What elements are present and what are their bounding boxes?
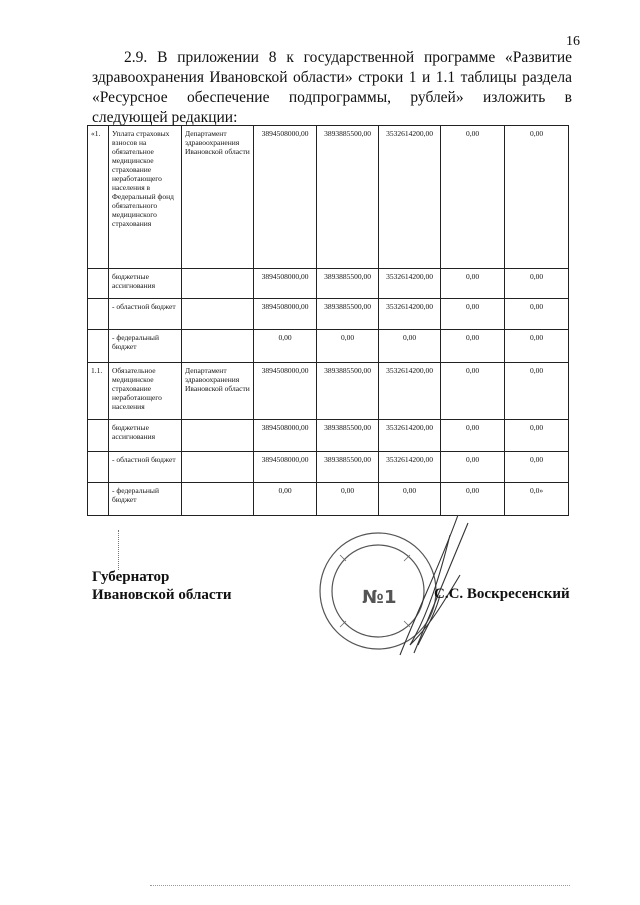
row-name: - федеральный бюджет xyxy=(109,483,182,516)
row-number: «1. xyxy=(88,126,109,269)
row-number xyxy=(88,299,109,330)
value-cell: 0,0» xyxy=(505,483,569,516)
margin-mark xyxy=(118,530,120,570)
value-cell: 3532614200,00 xyxy=(379,126,441,269)
table-row xyxy=(88,269,569,299)
footer-divider xyxy=(150,885,570,886)
value-cell: 0,00 xyxy=(441,363,505,420)
value-cell: 3894508000,00 xyxy=(254,363,317,420)
table-row xyxy=(88,126,569,269)
value-cell: 0,00 xyxy=(379,483,441,516)
value-cell: 3893885500,00 xyxy=(317,363,379,420)
row-executor xyxy=(182,483,254,516)
signatory-name: С.С. Воскресенский xyxy=(434,586,570,602)
table-row xyxy=(88,363,569,420)
intro-paragraph: 2.9. В приложении 8 к государственной программе «Развитие здравоохранения Ивановской области» строки 1 и 1.1 таблицы раздела «Ресурсное обеспечение подпрограммы, рублей» изложить в следующей редакции: xyxy=(92,49,572,126)
value-cell: 0,00 xyxy=(505,363,569,420)
row-name: бюджетные ассигнования xyxy=(109,420,182,452)
value-cell: 0,00 xyxy=(254,330,317,363)
row-number xyxy=(88,483,109,516)
value-cell: 0,00 xyxy=(441,483,505,516)
svg-text:1: 1 xyxy=(384,587,397,608)
signatory-title-line2: Ивановской области xyxy=(92,587,232,603)
value-cell: 3894508000,00 xyxy=(254,126,317,269)
resource-table xyxy=(87,125,569,516)
value-cell: 0,00 xyxy=(441,299,505,330)
row-executor xyxy=(182,299,254,330)
page-number: 16 xyxy=(566,34,580,49)
value-cell: 0,00 xyxy=(505,330,569,363)
value-cell: 0,00 xyxy=(254,483,317,516)
row-number xyxy=(88,452,109,483)
value-cell: 3893885500,00 xyxy=(317,420,379,452)
value-cell: 3894508000,00 xyxy=(254,299,317,330)
value-cell: 3532614200,00 xyxy=(379,420,441,452)
value-cell: 3894508000,00 xyxy=(254,452,317,483)
table-row xyxy=(88,420,569,452)
row-name: бюджетные ассигнования xyxy=(109,269,182,299)
value-cell: 0,00 xyxy=(441,126,505,269)
value-cell: 0,00 xyxy=(441,452,505,483)
value-cell: 0,00 xyxy=(505,299,569,330)
row-name: Обязательное медицинское страхование неработающего населения xyxy=(109,363,182,420)
value-cell: 0,00 xyxy=(505,452,569,483)
value-cell: 3893885500,00 xyxy=(317,126,379,269)
value-cell: 3893885500,00 xyxy=(317,452,379,483)
row-name: Уплата страховых взносов на обязательное медицинское страхование неработающего населения в Федеральный фонд обязательного медицинского страхования xyxy=(109,126,182,269)
value-cell: 0,00 xyxy=(317,483,379,516)
handwritten-signature-icon xyxy=(380,505,480,665)
value-cell: 3532614200,00 xyxy=(379,299,441,330)
row-executor xyxy=(182,330,254,363)
row-number xyxy=(88,330,109,363)
row-name: - федеральный бюджет xyxy=(109,330,182,363)
row-executor xyxy=(182,452,254,483)
signatory-title xyxy=(92,568,232,604)
value-cell: 0,00 xyxy=(379,330,441,363)
row-executor: Департамент здравоохранения Ивановской области xyxy=(182,126,254,269)
svg-text:№: № xyxy=(362,587,384,608)
signatory-title-line1: Губернатор xyxy=(92,569,170,585)
value-cell: 3532614200,00 xyxy=(379,269,441,299)
value-cell: 0,00 xyxy=(505,126,569,269)
value-cell: 0,00 xyxy=(505,269,569,299)
row-number xyxy=(88,420,109,452)
value-cell: 0,00 xyxy=(441,330,505,363)
value-cell: 3894508000,00 xyxy=(254,420,317,452)
value-cell: 3893885500,00 xyxy=(317,299,379,330)
table-row xyxy=(88,330,569,363)
row-name: - областной бюджет xyxy=(109,299,182,330)
value-cell: 0,00 xyxy=(441,420,505,452)
value-cell: 3894508000,00 xyxy=(254,269,317,299)
value-cell: 0,00 xyxy=(317,330,379,363)
row-name: - областной бюджет xyxy=(109,452,182,483)
row-executor xyxy=(182,420,254,452)
row-number: 1.1. xyxy=(88,363,109,420)
value-cell: 0,00 xyxy=(505,420,569,452)
value-cell: 0,00 xyxy=(441,269,505,299)
table-row xyxy=(88,452,569,483)
value-cell: 3893885500,00 xyxy=(317,269,379,299)
row-number xyxy=(88,269,109,299)
value-cell: 3532614200,00 xyxy=(379,363,441,420)
row-executor xyxy=(182,269,254,299)
table-row xyxy=(88,299,569,330)
value-cell: 3532614200,00 xyxy=(379,452,441,483)
row-executor: Департамент здравоохранения Ивановской области xyxy=(182,363,254,420)
